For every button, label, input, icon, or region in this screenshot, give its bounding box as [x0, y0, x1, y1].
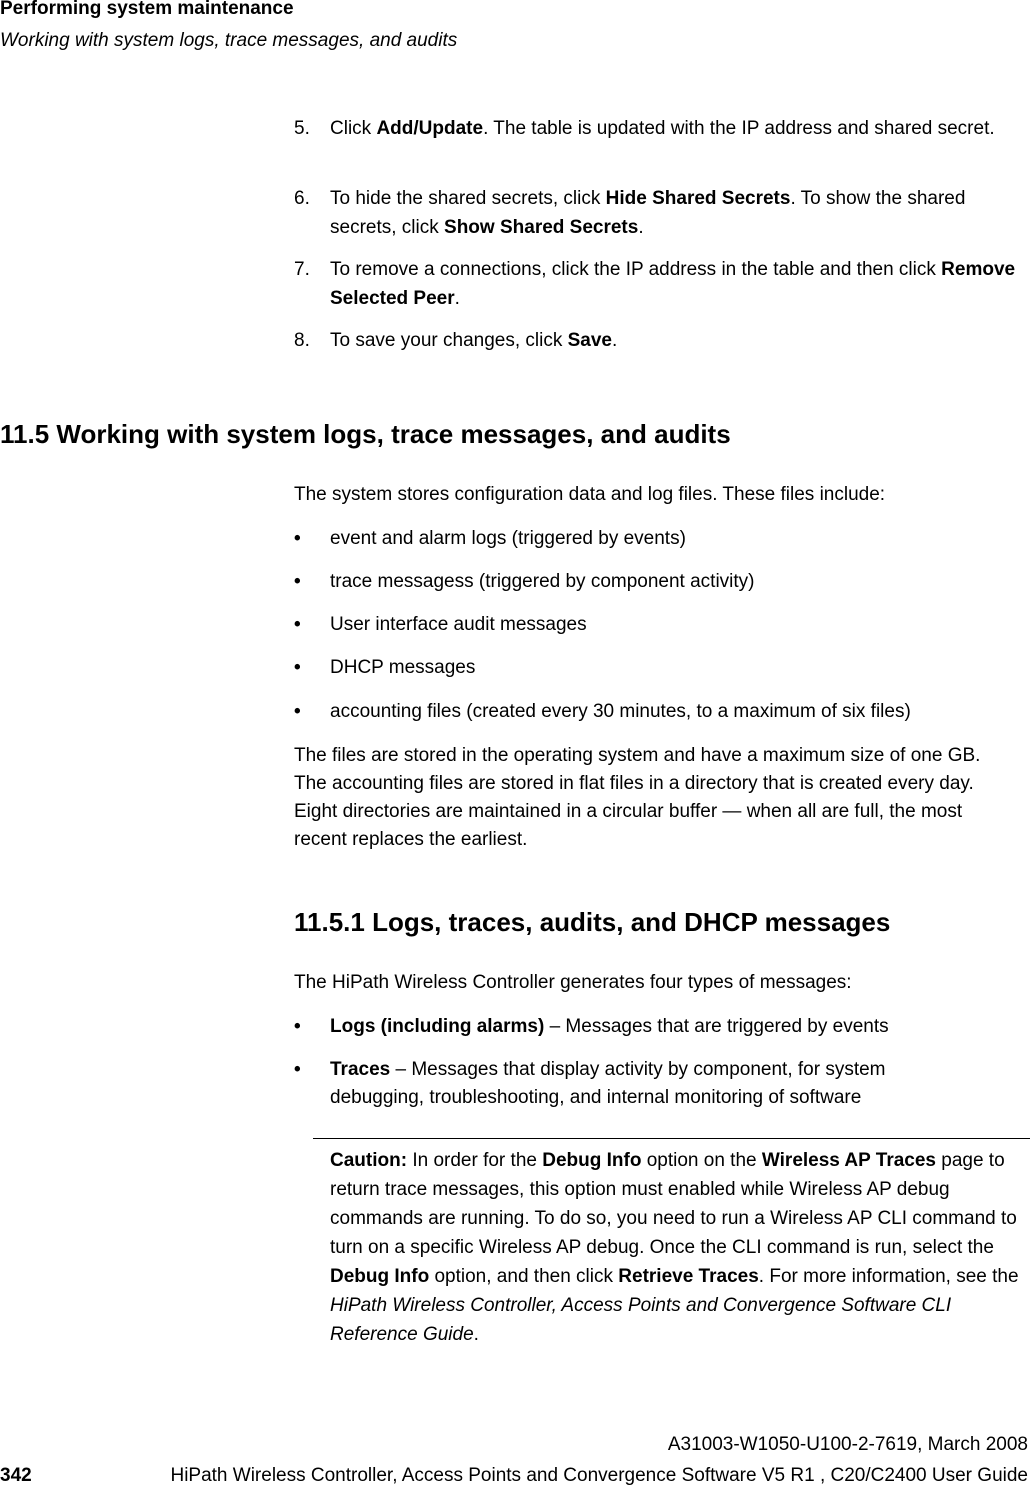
bold-run: Retrieve Traces [618, 1266, 759, 1287]
paragraph-line: The files are stored in the operating system and have a maximum size of one GB. [294, 745, 981, 766]
text-run: page to return trace messages, this option must enabled while Wireless AP debug commands are running. To do so, you need to run a Wireless AP CLI command to turn on a specific Wireless AP debug. Once the CLI command is run, select the [330, 1150, 1017, 1258]
text-run: To remove a connections, click the IP address in the table and then click [330, 259, 942, 280]
step-6 [294, 184, 1030, 244]
message-type-term: Logs (including alarms) [330, 1016, 545, 1037]
subsection-intro: The HiPath Wireless Controller generates four types of messages: [294, 972, 852, 993]
running-header-subtitle: Working with system logs, trace messages, and audits [0, 30, 458, 51]
bullet-icon: • [294, 701, 301, 722]
message-type-text [330, 1013, 889, 1041]
caution-rule [313, 1138, 1030, 1139]
bullet-icon: • [294, 1016, 301, 1037]
bold-run: Add/Update [376, 118, 484, 139]
bullet-icon: • [294, 614, 301, 635]
paragraph-line: recent replaces the earliest. [294, 829, 528, 850]
bullet-text: trace messagess (triggered by component activity) [330, 571, 755, 592]
step-text [330, 255, 1030, 313]
bold-run: Debug Info [542, 1150, 642, 1171]
bold-run: Hide Shared Secrets [605, 188, 791, 209]
bold-run: Show Shared Secrets [444, 217, 639, 238]
message-type-term: Traces [330, 1059, 391, 1080]
section-intro: The system stores configuration data and log files. These files include: [294, 484, 886, 505]
text-run: . [612, 330, 618, 351]
bullet-text: event and alarm logs (triggered by events) [330, 528, 686, 549]
text-run: . [473, 1324, 479, 1345]
text-run: . [454, 288, 460, 309]
step-number: 5. [294, 118, 310, 139]
bold-run: Wireless AP Traces [761, 1150, 936, 1171]
section-paragraph [294, 742, 1030, 854]
bold-run: Debug Info [330, 1266, 430, 1287]
bullet-icon: • [294, 571, 301, 592]
bullet-icon: • [294, 1059, 301, 1080]
footer-doc-id: A31003-W1050-U100-2-7619, March 2008 [667, 1434, 1028, 1455]
text-run: . The table is updated with the IP address and shared secret. [483, 118, 995, 139]
step-text [330, 184, 1030, 242]
section-heading: 11.5 Working with system logs, trace messages, and audits [0, 419, 731, 449]
step-text [330, 326, 1030, 355]
message-type-text [330, 1056, 970, 1112]
text-run: option, and then click [429, 1266, 619, 1287]
bullet-text: accounting files (created every 30 minutes, to a maximum of six files) [330, 701, 911, 722]
running-header-title: Performing system maintenance [0, 0, 294, 19]
bold-run: Remove Selected Peer [330, 259, 1016, 309]
bold-run: Save [567, 330, 612, 351]
text-run: To save your changes, click [330, 330, 568, 351]
footer-page-number: 342 [0, 1465, 32, 1486]
subsection-heading: 11.5.1 Logs, traces, audits, and DHCP messages [294, 907, 891, 937]
bullet-icon: • [294, 528, 301, 549]
step-8 [294, 326, 1030, 356]
footer-guide-title: HiPath Wireless Controller, Access Points and Convergence Software V5 R1 , C20/C2400 User Guide [170, 1465, 1028, 1486]
step-number: 6. [294, 188, 310, 209]
bullet-text: User interface audit messages [330, 614, 587, 635]
text-run: . To show the shared secrets, click [330, 188, 966, 238]
message-type-desc: – Messages that display activity by component, for system debugging, troubleshooting, and internal monitoring of software [330, 1059, 886, 1108]
text-run: In order for the [407, 1150, 543, 1171]
caution-note [330, 1146, 1028, 1349]
text-run: Click [330, 118, 377, 139]
paragraph-line: The accounting files are stored in flat files in a directory that is created every day. [294, 773, 974, 794]
italic-run: HiPath Wireless Controller, Access Points and Convergence Software CLI Reference Guide [330, 1295, 952, 1345]
text-run: . For more information, see the [758, 1266, 1019, 1287]
bullet-icon: • [294, 657, 301, 678]
text-run: . [638, 217, 644, 238]
step-5 [294, 114, 1030, 174]
step-7 [294, 255, 1030, 315]
step-number: 8. [294, 330, 310, 351]
step-text [330, 114, 1030, 143]
message-type-desc: – Messages that are triggered by events [544, 1016, 889, 1037]
bullet-text: DHCP messages [330, 657, 476, 678]
text-run: option on the [641, 1150, 762, 1171]
bold-run: Caution: [330, 1150, 408, 1171]
paragraph-line: Eight directories are maintained in a circular buffer — when all are full, the most [294, 801, 963, 822]
text-run: To hide the shared secrets, click [330, 188, 606, 209]
step-number: 7. [294, 259, 310, 280]
